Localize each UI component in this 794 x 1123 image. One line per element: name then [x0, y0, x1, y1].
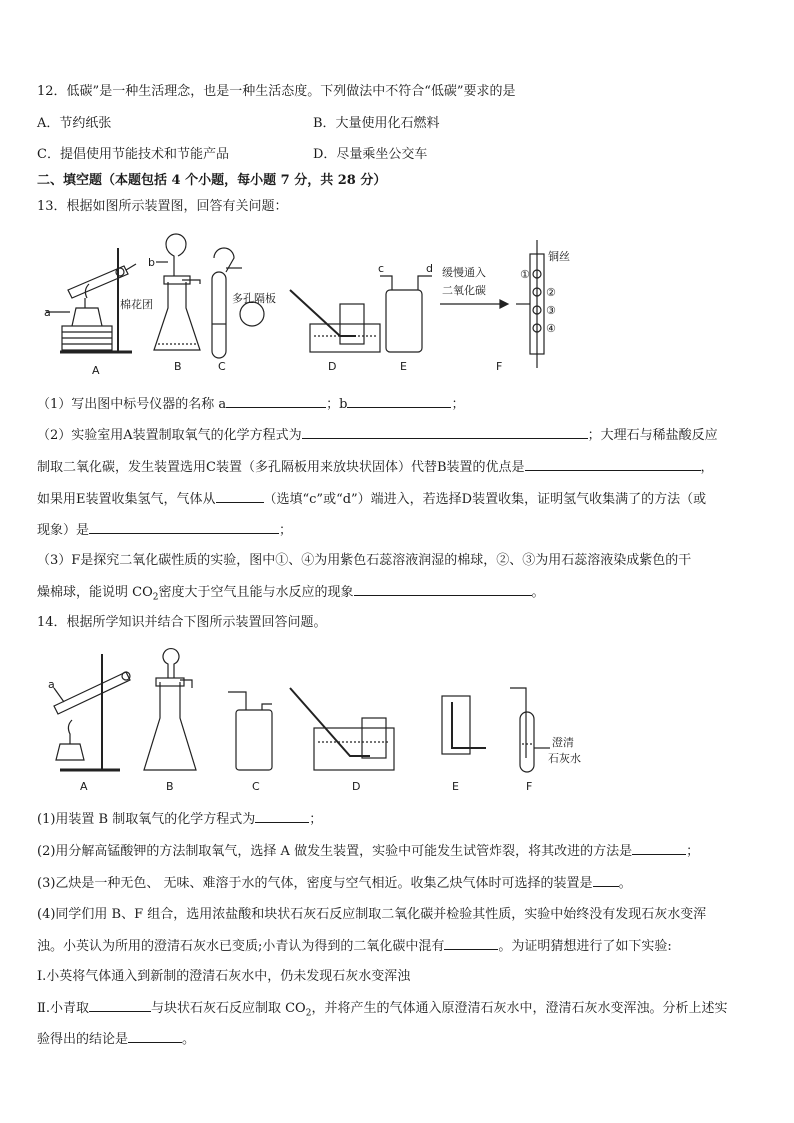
caption-b: B: [174, 360, 182, 373]
tube-c2: [262, 704, 272, 710]
caption-c: C: [252, 780, 260, 793]
caption-c: C: [218, 360, 226, 373]
answer-blank-equation[interactable]: [302, 426, 588, 439]
q13-part2-line2: [37, 458, 714, 477]
q13-figure: [40, 228, 570, 378]
q14-part2: [37, 842, 699, 861]
trough: [314, 728, 394, 770]
q12-option-c[interactable]: C．提倡使用节能技术和节能产品: [37, 147, 229, 162]
caption-e: E: [400, 360, 407, 373]
alcohol-lamp: [72, 308, 102, 326]
label-a: a: [44, 306, 51, 319]
q13-part3-line2: [37, 583, 545, 607]
conical-flask: [144, 682, 196, 770]
tube-e: [452, 702, 486, 748]
q12-option-a[interactable]: A．节约纸张: [37, 116, 112, 131]
text: （1）写出图中标号仪器的名称 a: [37, 397, 227, 412]
answer-blank-a[interactable]: [226, 395, 326, 408]
conical-flask: [154, 282, 200, 350]
funnel-b: [163, 649, 179, 678]
answer-blank-device[interactable]: [593, 874, 619, 887]
tube-f: [520, 712, 534, 772]
outlet-tube: [182, 280, 200, 284]
q13-part2-line1: [37, 426, 718, 445]
text: 密度大于空气且能与水反应的现象: [158, 585, 354, 600]
q14-stem: 14．根据所学知识并结合下图所示装置回答问题。: [37, 615, 327, 630]
text: (1)用装置 B 制取氧气的化学方程式为: [37, 812, 256, 827]
text: 浊。小英认为所用的澄清石灰水已变质;小青认为得到的二氧化碳中混有: [37, 939, 445, 954]
q14-part3: [37, 874, 632, 893]
answer-blank-equation[interactable]: [255, 810, 309, 823]
label-slow: 缓慢通入: [442, 266, 486, 279]
trough: [310, 324, 380, 352]
answer-blank-b[interactable]: [347, 395, 451, 408]
test-tube: [54, 672, 130, 714]
text: (3)乙炔是一种无色、 无味、难溶于水的气体，密度与空气相近。收集乙炔气体时可选择的装置是: [37, 876, 593, 891]
text: 。: [531, 585, 545, 600]
caption-d: D: [328, 360, 337, 373]
text: ；: [309, 812, 323, 827]
label-c: c: [378, 262, 385, 275]
label-plate: 多孔隔板: [232, 292, 276, 305]
label-n2: ②: [546, 286, 556, 299]
caption-a: A: [80, 780, 88, 793]
text: ，并将产生的气体通入原澄清石灰水中，澄清石灰水变浑浊。分析上述实: [311, 1001, 728, 1016]
flame: [85, 284, 89, 308]
text: 。: [182, 1032, 196, 1047]
q13-part2-line4: [37, 521, 292, 540]
text: 。: [618, 876, 632, 891]
text: Ⅱ.小青取: [37, 1001, 89, 1016]
tube-c: [212, 272, 226, 358]
label-n1: ①: [520, 268, 530, 281]
tube-c1: [228, 692, 246, 710]
label-co2: 二氧化碳: [442, 284, 486, 297]
text: 制取二氧化碳，发生装置选用C装置（多孔隔板用来放块状固体）代替B装置的优点是: [37, 460, 525, 475]
label-lime1: 澄清: [552, 736, 574, 749]
answer-blank-method[interactable]: [89, 521, 279, 534]
q13-stem: 13．根据如图所示装置图，回答有关问题：: [37, 199, 288, 214]
text: 。为证明猜想进行了如下实验:: [498, 939, 672, 954]
q13-part3-line1: （3）F是探究二氧化碳性质的实验，图中①、④为用紫色石蕊溶液润湿的棉球，②、③为用石蕊溶液染成紫色的干: [37, 553, 692, 568]
subscript: 2: [305, 1008, 312, 1019]
answer-blank-improve[interactable]: [632, 842, 686, 855]
subscript: 2: [152, 592, 159, 603]
text: ；大理石与稀盐酸反应: [587, 428, 718, 443]
plate-detail: [240, 302, 264, 326]
alcohol-lamp: [56, 744, 84, 760]
text: 现象）是: [37, 523, 90, 538]
flame: [68, 720, 72, 744]
label-wire: 铜丝: [548, 250, 570, 263]
caption-f: F: [496, 360, 503, 373]
text: ；: [451, 397, 465, 412]
delivery-tube-d: [290, 688, 370, 756]
label-n4: ④: [546, 322, 556, 335]
q12-option-b[interactable]: B．大量使用化石燃料: [313, 116, 440, 131]
text: ，: [700, 460, 714, 475]
q14-part4-line2: [37, 937, 672, 956]
arrow-head: [500, 300, 508, 308]
answer-blank-inlet[interactable]: [216, 490, 264, 503]
q14-part1: [37, 810, 322, 829]
tubes-e: [380, 276, 432, 290]
q13-part2-line3: [37, 490, 706, 509]
answer-blank-acid[interactable]: [89, 999, 151, 1012]
answer-blank-impurity[interactable]: [444, 937, 498, 950]
q12-stem: 12．低碳”是一种生活理念，也是一种生活态度。下列做法中不符合“低碳”要求的是: [37, 84, 516, 99]
text: 与块状石灰石反应制取 CO: [150, 1001, 306, 1016]
caption-a: A: [92, 364, 100, 377]
text: 验得出的结论是: [37, 1032, 129, 1047]
text: 燥棉球，能说明 CO: [37, 585, 153, 600]
caption-b: B: [166, 780, 174, 793]
text: ；b: [326, 397, 348, 412]
label-n3: ③: [546, 304, 556, 317]
answer-blank-phenomenon[interactable]: [354, 583, 532, 596]
q14-experiment-2-line2: [37, 1030, 195, 1049]
outlet-b: [180, 680, 192, 688]
answer-blank-conclusion[interactable]: [128, 1030, 182, 1043]
delivery-tube-f: [510, 688, 526, 758]
label-cotton: 棉花团: [120, 298, 153, 311]
text: （2）实验室用A装置制取氧气的化学方程式为: [37, 428, 302, 443]
text: ；: [686, 844, 700, 859]
q14-figure: [40, 648, 600, 796]
caption-e: E: [452, 780, 459, 793]
text: ；: [279, 523, 293, 538]
q13-part1: [37, 395, 465, 414]
q14-experiment-1: Ⅰ.小英将气体通入到新制的澄清石灰水中，仍未发现石灰水变浑浊: [37, 969, 411, 984]
text: (2)用分解高锰酸钾的方法制取氧气，选择 A 做发生装置，实验中可能发生试管炸裂，将其改进的方法是: [37, 844, 633, 859]
delivery-tube: [126, 264, 136, 270]
bottle-c: [236, 710, 272, 770]
section-heading: 二、填空题（本题包括 4 个小题，每小题 7 分，共 28 分）: [37, 173, 387, 188]
thistle-funnel: [166, 234, 186, 276]
text: （选填“c”或“d”）端进入，若选择D装置收集，证明氢气收集满了的方法（或: [263, 492, 707, 507]
label-d: d: [426, 262, 433, 275]
jar-e: [442, 696, 470, 754]
q12-option-d[interactable]: D．尽量乘坐公交车: [313, 147, 428, 162]
caption-d: D: [352, 780, 361, 793]
label-a: a: [48, 678, 55, 691]
q14-part4-line1: (4)同学们用 B、F 组合，选用浓盐酸和块状石灰石反应制取二氧化碳并检验其性质，实验中始终没有发现石灰水变浑: [37, 907, 707, 922]
bottle-e: [386, 290, 422, 352]
answer-blank-advantage[interactable]: [525, 458, 701, 471]
label-lime2: 石灰水: [548, 752, 581, 765]
text: 如果用E装置收集氢气，气体从: [37, 492, 216, 507]
label-line-a: [54, 688, 64, 702]
caption-f: F: [526, 780, 533, 793]
label-b: b: [148, 256, 155, 269]
collection-bottle: [362, 718, 386, 758]
q14-experiment-2-line1: [37, 999, 727, 1023]
delivery-tube-d: [290, 290, 356, 336]
